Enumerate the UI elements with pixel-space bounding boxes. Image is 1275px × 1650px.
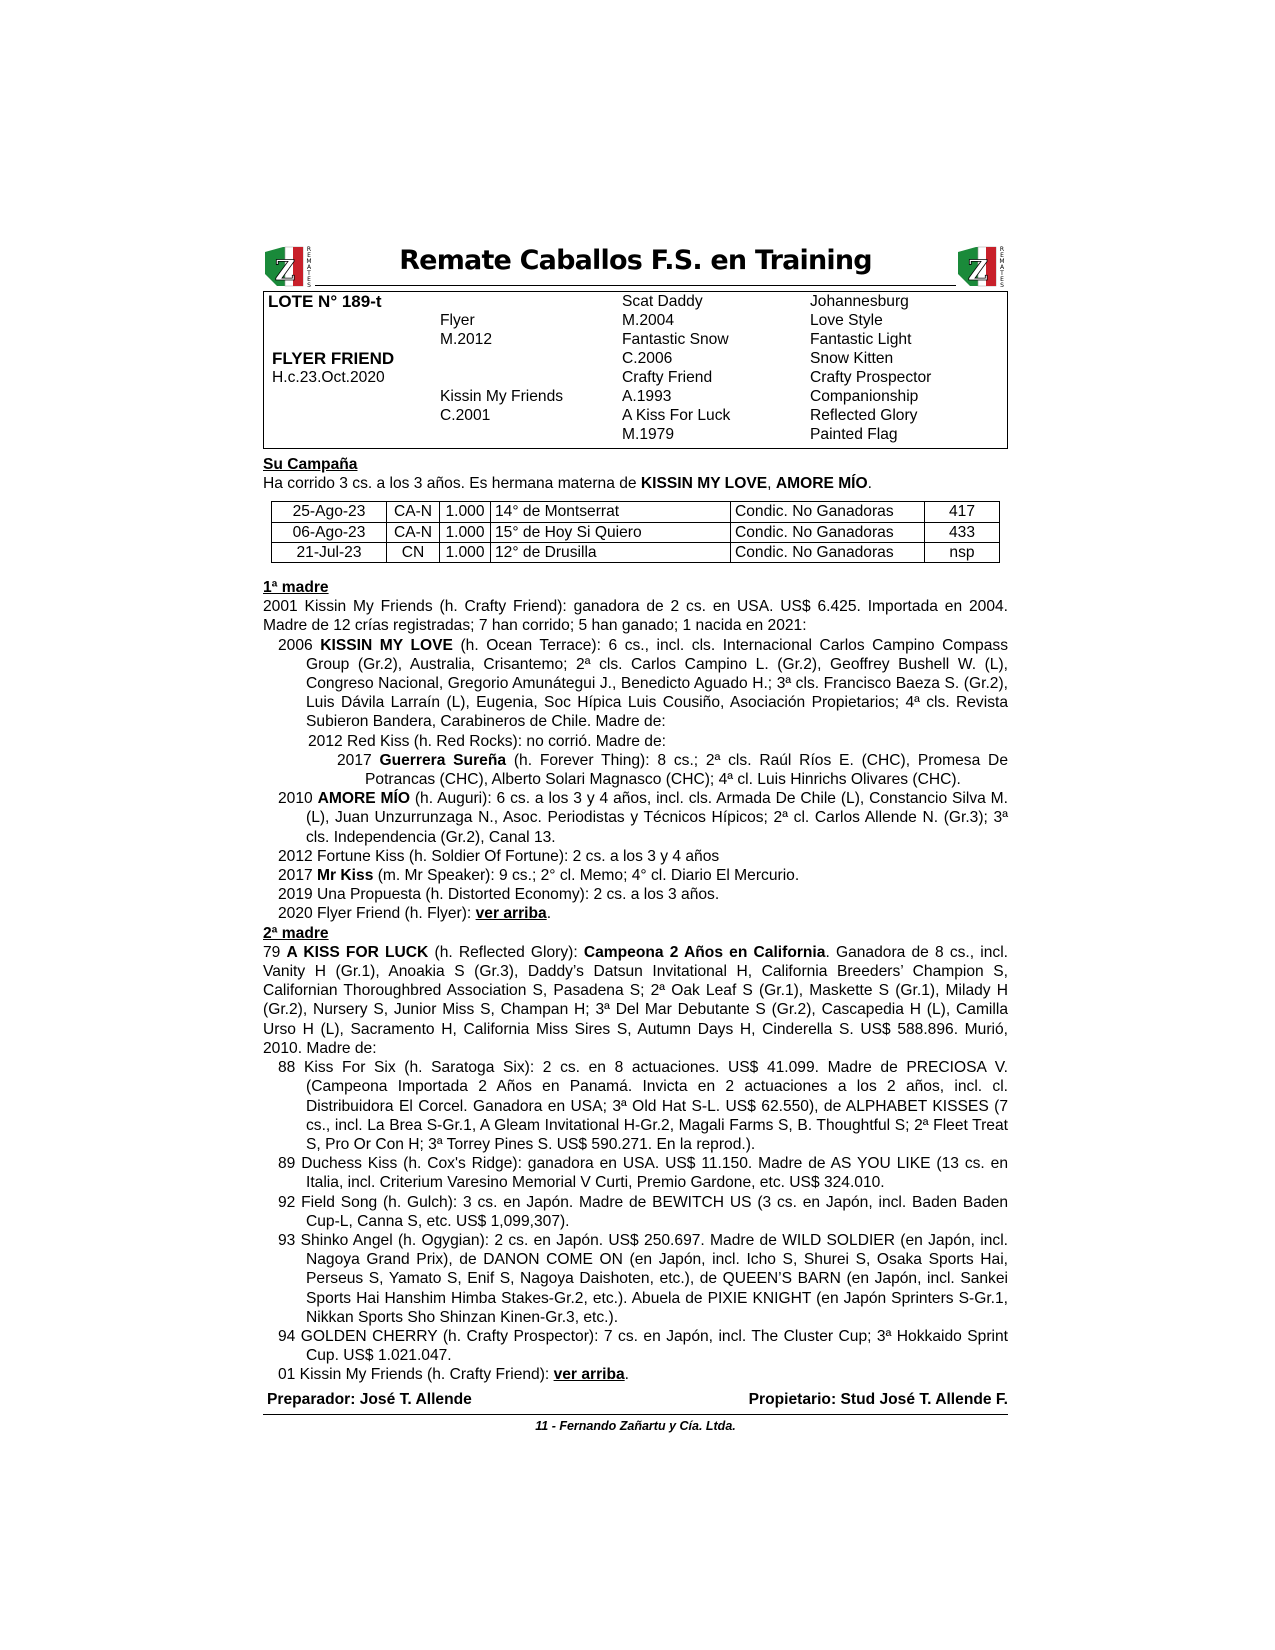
- grandsire-1: Scat Daddy: [622, 293, 703, 310]
- race-date: 25-Ago-23: [272, 502, 387, 522]
- ancestor: Snow Kitten: [810, 350, 894, 367]
- granddam-1: Fantastic Snow: [622, 331, 729, 348]
- race-number: nsp: [925, 542, 1000, 562]
- svg-text:E: E: [307, 252, 311, 259]
- dam-intro: 2001 Kissin My Friends (h. Crafty Friend): ganadora de 2 cs. en USA. US$ 6.425. Importada en 2004. Madre de 12 crías registradas; 7 han corrido; 5 han ganado; 1 nacida en 2021:: [263, 598, 1008, 635]
- svg-text:E: E: [1000, 252, 1004, 259]
- svg-text:M: M: [999, 258, 1005, 265]
- list-item: 2010 AMORE MÍO (h. Auguri): 6 cs. a los 3 y 4 años, incl. cls. Armada De Chile (L), Constancio Silva M. (L), Juan Unzurrunzaga N., Asoc. Periodistas y Técnicos Hípicos; 2ª cl. Carlos Allende N. (Gr.3); 3ª cls. Independencia (Gr.2), Canal 13.: [278, 790, 1009, 846]
- ancestor: Johannesburg: [810, 293, 909, 310]
- svg-text:Z: Z: [967, 254, 989, 287]
- race-distance: 1.000: [440, 542, 491, 562]
- svg-text:A: A: [306, 264, 312, 271]
- race-number: 433: [925, 522, 1000, 542]
- remates-logo: [956, 244, 1008, 289]
- granddam-2: A Kiss For Luck: [622, 407, 731, 424]
- grandsire-1-info: M.2004: [622, 312, 675, 329]
- ancestor: Fantastic Light: [810, 331, 912, 348]
- second-dam-section: [263, 924, 1008, 1385]
- ancestor: Reflected Glory: [810, 407, 918, 424]
- race-distance: 1.000: [440, 522, 491, 542]
- list-item: 88 Kiss For Six (h. Saratoga Six): 2 cs. en 8 actuaciones. US$ 41.099. Madre de PRECIOSA V. (Campeona Importada 2 Años en Panamá. Invicta en 2 actuaciones a los 2 años, incl. cl. Distribuidora El Corcel. Ganadora en USA; 3ª Old Hat S-L. US$ 62.550), de ALPHABET KISSES (7 cs., incl. La Brea S-Gr.1, A Gleam Invitational H-Gr.2, Magali Farms S, B. Thoughtful S; 2ª Fleet Treat S, Pro Or Con H; 3ª Torrey Pines S. US$ 590.271. En la reprod.).: [278, 1059, 1008, 1153]
- race-condition: Condic. No Ganadoras: [731, 502, 925, 522]
- sire: Flyer: [440, 312, 475, 329]
- svg-text:Z: Z: [274, 254, 296, 287]
- list-item: 94 GOLDEN CHERRY (h. Crafty Prospector): 7 cs. en Japón, incl. The Cluster Cup; 3ª Hokkaido Sprint Cup. US$ 1.021.047.: [278, 1327, 1008, 1365]
- pedigree-box: [263, 291, 1008, 449]
- section-heading: 1ª madre: [263, 579, 329, 597]
- table-row: [272, 542, 1000, 562]
- list-item: 93 Shinko Angel (h. Ogygian): 2 cs. en Japón. US$ 250.697. Madre de WILD SOLDIER (en Japón, incl. Nagoya Grand Prix), de DANON COME ON (en Japón, incl. Icho S, Shurei S, Osaka Sports Hai, Perseus S, Yamato S, Enif S, Nagoya Daishoten, etc.), de QUEEN’S BARN (en Japón, incl. Sankei Sports Hai Hanshim Himba Stakes-Gr.2, etc.). Abuela de PIXIE KNIGHT (en Japón Sprinters S-Gr.1, Nikkan Sports Sho Shinzan Kinen-Gr.3, etc.).: [278, 1231, 1008, 1326]
- svg-text:S: S: [1000, 282, 1004, 289]
- catalog-page: [263, 244, 1008, 1436]
- svg-text:M: M: [306, 258, 312, 265]
- race-result: 15° de Hoy Si Quiero: [491, 522, 731, 542]
- svg-text:E: E: [307, 276, 311, 283]
- grandsire-2: Crafty Friend: [622, 369, 713, 386]
- list-item: 2012 Fortune Kiss (h. Soldier Of Fortune): 2 cs. a los 3 y 4 años: [278, 847, 720, 865]
- campaign-section: [263, 455, 1008, 563]
- granddam-2-info: M.1979: [622, 426, 675, 443]
- table-row: [272, 522, 1000, 542]
- list-item: 2017 Mr Kiss (m. Mr Speaker): 9 cs.; 2° cl. Memo; 4° cl. Diario El Mercurio.: [278, 867, 800, 885]
- svg-text:E: E: [1000, 276, 1004, 283]
- remates-logo: [263, 244, 315, 289]
- race-condition: Condic. No Ganadoras: [731, 542, 925, 562]
- race-distance: 1.000: [440, 502, 491, 522]
- page-title: Remate Caballos F.S. en Training: [399, 245, 872, 276]
- dam: Kissin My Friends: [440, 388, 564, 405]
- title-underline: [315, 285, 956, 286]
- ancestor: Painted Flag: [810, 426, 898, 443]
- race-table: [271, 501, 1000, 563]
- list-item: 2012 Red Kiss (h. Red Rocks): no corrió. Madre de:: [308, 732, 666, 750]
- svg-text:T: T: [1000, 270, 1004, 277]
- signature-line: [263, 1388, 1008, 1410]
- svg-text:R: R: [999, 246, 1005, 253]
- race-date: 21-Jul-23: [272, 542, 387, 562]
- first-dam-section: [263, 578, 1008, 924]
- race-result: 12° de Drusilla: [491, 542, 731, 562]
- race-track: CA-N: [387, 522, 440, 542]
- race-number: 417: [925, 502, 1000, 522]
- list-item: 92 Field Song (h. Gulch): 3 cs. en Japón. Madre de BEWITCH US (3 cs. en Japón, incl. Baden Baden Cup-L, Canna S, etc. US$ 1,099,307).: [278, 1193, 1008, 1230]
- list-item: 89 Duchess Kiss (h. Cox's Ridge): ganadora en USA. US$ 11.150. Madre de AS YOU LIKE (13 cs. en Italia, incl. Criterium Varesino Memorial V Curti, Premio Gardone, etc. US$ 324.010.: [278, 1155, 1008, 1192]
- page-header: [263, 244, 1008, 289]
- horse-info: H.c.23.Oct.2020: [272, 369, 385, 386]
- page-footer: 11 - Fernando Zañartu y Cía. Ltda.: [535, 1418, 736, 1433]
- list-item: 2017 Guerrera Sureña (h. Forever Thing): 8 cs.; 2ª cls. Raúl Ríos E. (CHC), Promesa De Potrancas (CHC), Alberto Solari Magnasco (CHC); 4ª cl. Luis Hinrichs Olivares (CHC).: [337, 751, 1008, 789]
- ancestor: Companionship: [810, 388, 919, 405]
- granddam-1-info: C.2006: [622, 350, 673, 367]
- horse-name: FLYER FRIEND: [272, 349, 395, 368]
- dam-info: C.2001: [440, 407, 491, 424]
- campaign-summary: Ha corrido 3 cs. a los 3 años. Es hermana materna de KISSIN MY LOVE, AMORE MÍO.: [263, 475, 872, 493]
- race-condition: Condic. No Ganadoras: [731, 522, 925, 542]
- ancestor: Crafty Prospector: [810, 369, 932, 386]
- race-track: CA-N: [387, 502, 440, 522]
- section-heading: Su Campaña: [263, 456, 358, 473]
- section-heading: 2ª madre: [263, 924, 329, 942]
- dam-intro: 79 A KISS FOR LUCK (h. Reflected Glory): Campeona 2 Años en California. Ganadora de 8 cs., incl. Vanity H (Gr.1), Anoakia S (Gr.3), Daddy’s Datsun Invitational H, California Breeders’ Champion S, Californian Thoroughbred Association S, Pasadena S; 2ª Oak Leaf S (Gr.1), Maskette S (Gr.1), Milady H (Gr.2), Nursery S, Junior Miss S, Champan H; 3ª Del Mar Debutante S (Gr.2), Cascapedia H (L), Camilla Urso H (L), Sacramento H, California Miss Sires S, Autumn Days H, Cinderella S. US$ 588.896. Murió, 2010. Madre de:: [263, 943, 1008, 1057]
- owner: Propietario: Stud José T. Allende F.: [748, 1390, 1008, 1408]
- svg-text:A: A: [999, 264, 1005, 271]
- list-item: 2019 Una Propuesta (h. Distorted Economy): 2 cs. a los 3 años.: [278, 886, 720, 904]
- race-date: 06-Ago-23: [272, 522, 387, 542]
- svg-text:T: T: [307, 270, 311, 277]
- ver-arriba-link: ver arriba: [553, 1366, 625, 1384]
- list-item: 2020 Flyer Friend (h. Flyer): ver arriba.: [278, 905, 552, 923]
- footer-rule: [263, 1414, 1008, 1415]
- sire-info: M.2012: [440, 331, 493, 348]
- lot-number: LOTE N° 189-t: [268, 292, 382, 311]
- ancestor: Love Style: [810, 312, 883, 329]
- race-track: CN: [387, 542, 440, 562]
- grandsire-2-info: A.1993: [622, 388, 672, 405]
- list-item: 2006 KISSIN MY LOVE (h. Ocean Terrace): 6 cs., incl. cls. Internacional Carlos Campino Compass Group (Gr.2), Australia, Crisantemo; 2ª cls. Carlos Campino L. (Gr.2), Geoffrey Bushell W. (L), Congreso Nacional, Gregorio Amunátegui J., Benedicto Aguado H.; 3ª cls. Francisco Baeza S. (Gr.2), Luis Dávila Larraín (L), Eugenia, Soc Hípica Luis Cousiño, Asociación Propietarios; 4ª cls. Revista Subieron Bandera, Carabineros de Chile. Madre de:: [278, 636, 1008, 731]
- race-result: 14° de Montserrat: [491, 502, 731, 522]
- ver-arriba-link: ver arriba: [475, 905, 547, 923]
- table-row: [272, 502, 1000, 522]
- trainer: Preparador: José T. Allende: [267, 1390, 472, 1408]
- svg-text:R: R: [306, 246, 312, 253]
- list-item: 01 Kissin My Friends (h. Crafty Friend): ver arriba.: [278, 1366, 630, 1384]
- svg-text:S: S: [307, 282, 311, 289]
